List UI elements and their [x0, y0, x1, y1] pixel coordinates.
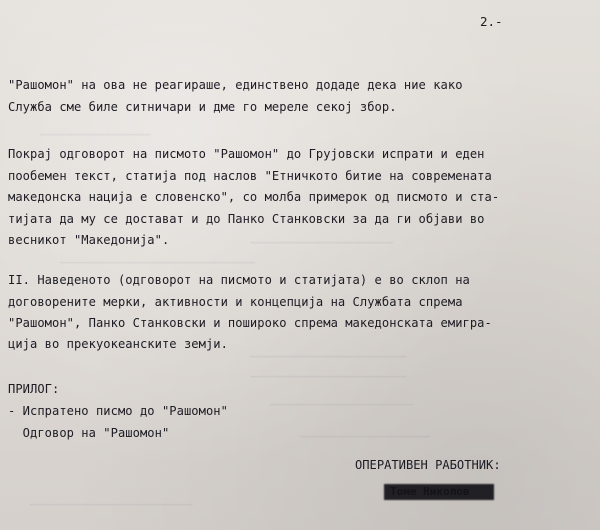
bleed-through-text: ━━━━━━━━━━━━━━━━━━━━━━━━━━━━━━: [60, 258, 256, 269]
body-text-line: тијата да му се достават и до Панко Станковски за да ги објави во: [8, 212, 485, 226]
signature-block: [355, 458, 501, 472]
bleed-through-text: ━━━━━━━━━━━━━━━━━━━━━━━━: [250, 352, 407, 363]
bleed-through-text: ━━━━━━━━━━━━━━━━━━━━━━: [270, 400, 414, 411]
bleed-through-text: ━━━━━━━━━━━━━━━━━━━━━━━━: [250, 372, 407, 383]
signature-title: ОПЕРАТИВЕН РАБОТНИК:: [355, 458, 501, 472]
body-text-line: "Рашомон", Панко Станковски и пошироко спрема македонската емигра-: [8, 316, 492, 330]
body-text-line: Покрај одговорот на писмото "Рашомон" до Грујовски испрати и еден: [8, 147, 485, 161]
page-number: 2.-: [480, 14, 503, 29]
body-text-line: Служба сме биле ситничари и дме го мереле секој збор.: [8, 100, 397, 114]
body-text-line: II. Наведеното (одговорот на писмото и статијата) е во склоп на: [8, 273, 470, 287]
attachment-item: Одговор на "Рашомон": [8, 426, 170, 440]
body-text-line: весникот "Македонија".: [8, 233, 170, 247]
bleed-through-text: ━━━━━━━━━━━━━━━━━━━━: [300, 432, 431, 443]
body-text-line: пообемен текст, статија под наслов "Етничкото битие на современата: [8, 169, 492, 183]
redaction-mark: [384, 484, 494, 500]
attachment-item: - Испратено писмо до "Рашомон": [8, 404, 228, 418]
attachment-heading: ПРИЛОГ:: [8, 382, 60, 396]
bleed-through-text: ━━━━━━━━━━━━━━━━━: [40, 130, 151, 141]
bleed-through-text: ━━━━━━━━━━━━━━━━━━━━━━━━━: [30, 500, 194, 511]
body-text-line: "Рашомон" на ова не реагираше, единствено додаде дека ние како: [8, 78, 463, 92]
bleed-through-text: ━━━━━━━━━━━━━━━━━━━━━━: [250, 238, 394, 249]
body-text-line: договорените мерки, активности и концепција на Службата спрема: [8, 295, 463, 309]
body-text-line: македонска нација е словенско", со молба примерок од писмото и ста-: [8, 190, 500, 204]
body-text-line: ција во прекуокеанските земји.: [8, 337, 228, 351]
